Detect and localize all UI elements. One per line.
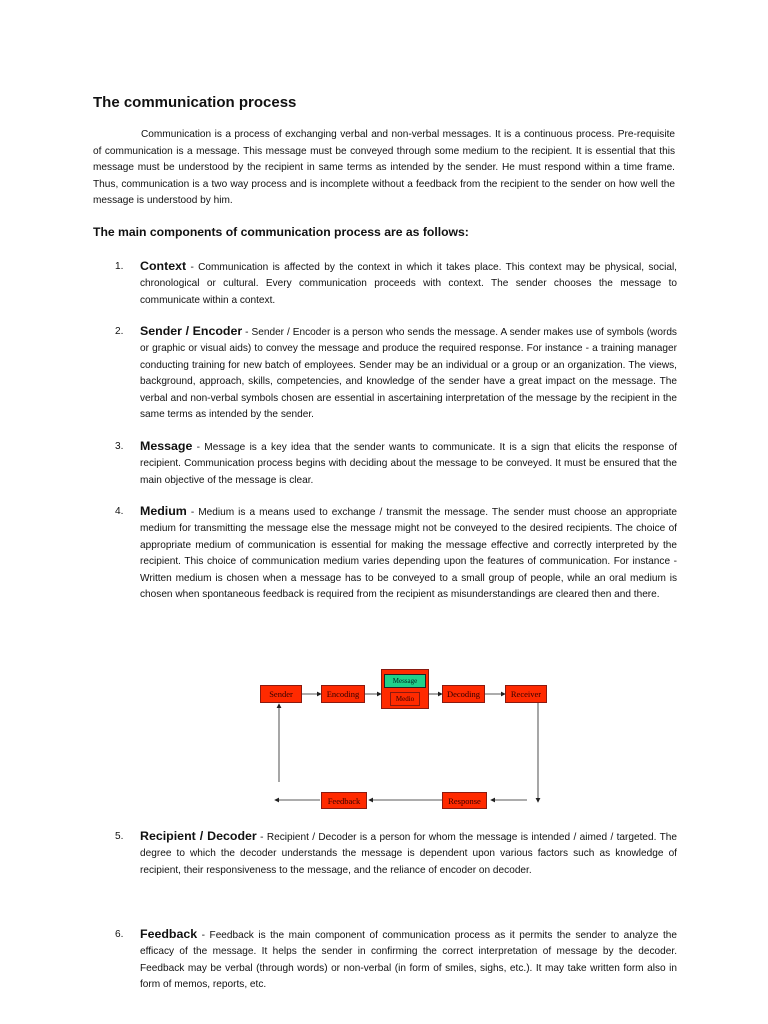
encoding-box: Encoding bbox=[321, 685, 365, 703]
list-item-body bbox=[140, 323, 677, 423]
feedback-box: Feedback bbox=[321, 792, 367, 809]
page-title: The communication process bbox=[93, 94, 297, 111]
message-box: Message bbox=[384, 674, 426, 688]
term-description: - Message is a key idea that the sender wants to communicate. It is a sign that elicits the response of recipient. Communication process begins with deciding about the message to be conveyed. It must be ensured that the main objective of the message is clear. bbox=[140, 442, 677, 486]
term-description: - Feedback is the main component of communication process as it permits the sender to analyze the efficacy of the message. It helps the sender in confirming the correct interpretation of message by the decoder. Feedback may be verbal (through words) or non-verbal (in form of smiles, sighs, etc.). It may take written form also in form of memos, reports, etc. bbox=[140, 930, 677, 991]
list-number: 4. bbox=[115, 506, 124, 517]
response-box: Response bbox=[442, 792, 487, 809]
decoding-box: Decoding bbox=[442, 685, 485, 703]
list-item-body bbox=[140, 503, 677, 603]
list-number: 5. bbox=[115, 831, 124, 842]
term-label: Context bbox=[140, 259, 187, 273]
list-item-body bbox=[140, 258, 677, 309]
list-item-feedback bbox=[93, 926, 677, 994]
receiver-box: Receiver bbox=[505, 685, 547, 703]
term-label: Sender / Encoder bbox=[140, 324, 243, 338]
components-heading: The main components of communication process are as follows: bbox=[93, 225, 469, 239]
list-item-context bbox=[93, 258, 677, 309]
list-item-body bbox=[140, 438, 677, 489]
message-medio-box bbox=[381, 669, 429, 709]
intro-paragraph: Communication is a process of exchanging verbal and non-verbal messages. It is a continuous process. Pre-requisite of communication is a message. This message must be conveyed through some medium to the recipient. It is essential that this message must be understood by the recipient in same terms as intended by the sender. He must respond within a time frame. Thus, communication is a two way process and is incomplete without a feedback from the recipient to the sender on how well the message is understood by him. bbox=[93, 129, 675, 207]
list-item-recipient bbox=[93, 828, 677, 879]
list-item-body bbox=[140, 828, 677, 879]
list-item-body bbox=[140, 926, 677, 994]
term-label: Message bbox=[140, 439, 193, 453]
term-label: Recipient / Decoder bbox=[140, 829, 257, 843]
term-description: - Sender / Encoder is a person who sends the message. A sender makes use of symbols (words or graphic or visual aids) to convey the message and produce the required response. For instance - a training manager conducting training for new batch of employees. Sender may be an individual or a group or an organization. The views, background, approach, skills, competencies, and knowledge of the sender have a great impact on the message. The verbal and non-verbal symbols chosen are essential in ascertaining interpretation of the message by the recipient in the same terms as intended by the sender. bbox=[140, 327, 677, 421]
list-item-sender bbox=[93, 323, 677, 423]
list-item-medium bbox=[93, 503, 677, 603]
term-description: - Medium is a means used to exchange / transmit the message. The sender must choose an appropriate medium for transmitting the message else the message might not be conveyed to the desired recipients. The choice of appropriate medium of communication is essential for making the message effective and correctly interpreted by the recipient. This choice of communication medium varies depending upon the features of communication. For instance - Written medium is chosen when a message has to be conveyed to a small group of people, while an oral medium is chosen when spontaneous feedback is required from the recipient as misunderstandings are cleared then and there. bbox=[140, 507, 677, 601]
list-number: 2. bbox=[115, 326, 124, 337]
term-description: - Recipient / Decoder is a person for whom the message is intended / aimed / targeted. The degree to which the decoder understands the message is dependent upon various factors such as knowledge of recipient, their responsiveness to the message, and the reliance of encoder on decoder. bbox=[140, 832, 677, 876]
communication-process-diagram bbox=[255, 664, 555, 814]
sender-box: Sender bbox=[260, 685, 302, 703]
medio-box: Medio bbox=[390, 692, 420, 706]
list-number: 6. bbox=[115, 929, 124, 940]
term-description: - Communication is affected by the context in which it takes place. This context may be physical, social, chronological or cultural. Every communication proceeds with context. The sender chooses the message to communicate within a context. bbox=[140, 262, 677, 306]
list-number: 1. bbox=[115, 261, 124, 272]
term-label: Medium bbox=[140, 504, 187, 518]
term-label: Feedback bbox=[140, 927, 198, 941]
list-number: 3. bbox=[115, 441, 124, 452]
list-item-message bbox=[93, 438, 677, 489]
